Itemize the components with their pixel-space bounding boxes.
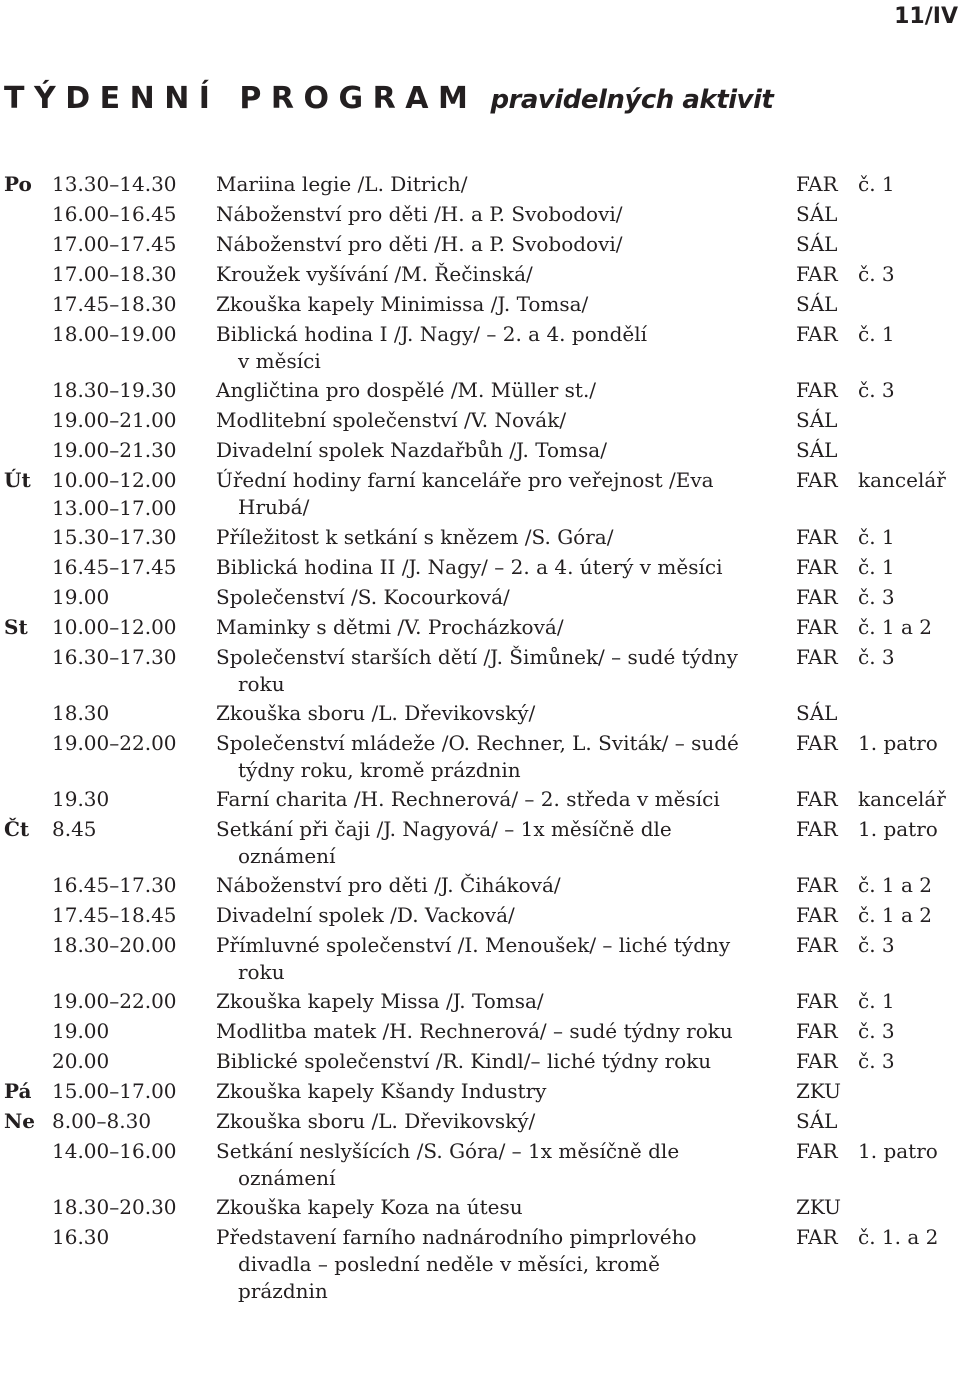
room-cell: kancelář <box>858 787 946 811</box>
activity-line: Mariina legie /L. Ditrich/ <box>216 172 468 196</box>
location-cell: SÁL <box>796 701 838 725</box>
schedule-table <box>0 169 960 1305</box>
schedule-row <box>0 900 960 930</box>
activity-line: Společenství mládeže /O. Rechner, L. Sviták/ – sudé <box>216 731 739 755</box>
activity-line: oznámení <box>238 1166 336 1190</box>
schedule-row <box>0 259 960 289</box>
time-cell: 17.45–18.30 <box>52 292 177 316</box>
room-cell: č. 1 <box>858 989 895 1013</box>
activity-line: v měsíci <box>238 349 321 373</box>
time-cell: 19.00–22.00 <box>52 731 177 755</box>
time-cell: 10.00–12.00 <box>52 615 177 639</box>
activity-cell <box>216 1136 796 1192</box>
activity-cell <box>216 229 796 258</box>
schedule-row <box>0 728 960 784</box>
schedule-row <box>0 870 960 900</box>
location-cell: FAR <box>796 731 838 755</box>
activity-line: oznámení <box>238 844 336 868</box>
schedule-row <box>0 229 960 259</box>
activity-cell <box>216 1222 796 1305</box>
time-cell: 18.30–20.30 <box>52 1195 177 1219</box>
activity-line: Divadelní spolek /D. Vacková/ <box>216 903 515 927</box>
day-cell: Čt <box>4 817 30 841</box>
activity-cell <box>216 870 796 899</box>
schedule-row <box>0 289 960 319</box>
schedule-row <box>0 552 960 582</box>
activity-cell <box>216 1016 796 1045</box>
location-cell: FAR <box>796 468 838 492</box>
activity-line: Náboženství pro děti /J. Čiháková/ <box>216 873 561 897</box>
activity-line: Farní charita /H. Rechnerová/ – 2. středa v měsíci <box>216 787 720 811</box>
page-number: 11/IV <box>894 4 958 29</box>
location-cell: FAR <box>796 555 838 579</box>
time-cell: 19.30 <box>52 787 110 811</box>
time-cell: 19.00–21.00 <box>52 408 177 432</box>
room-cell: 1. patro <box>858 1139 938 1163</box>
room-cell: č. 1 <box>858 555 895 579</box>
schedule-row <box>0 582 960 612</box>
time-cell: 13.30–14.30 <box>52 172 177 196</box>
schedule-row <box>0 986 960 1016</box>
schedule-row <box>0 169 960 199</box>
schedule-row <box>0 465 960 522</box>
time-cell: 17.00–17.45 <box>52 232 177 256</box>
time-cell: 18.30 <box>52 701 110 725</box>
activity-cell <box>216 435 796 464</box>
location-cell: FAR <box>796 1019 838 1043</box>
location-cell: FAR <box>796 1049 838 1073</box>
location-cell: FAR <box>796 262 838 286</box>
location-cell: SÁL <box>796 408 838 432</box>
activity-line: Maminky s dětmi /V. Procházková/ <box>216 615 564 639</box>
activity-line: týdny roku, kromě prázdnin <box>238 758 521 782</box>
activity-cell <box>216 522 796 551</box>
location-cell: FAR <box>796 873 838 897</box>
page-title <box>4 78 773 116</box>
time-cell: 19.00 <box>52 1019 110 1043</box>
activity-cell <box>216 698 796 727</box>
activity-cell <box>216 1046 796 1075</box>
time-cell: 19.00–22.00 <box>52 989 177 1013</box>
schedule-row <box>0 375 960 405</box>
location-cell: FAR <box>796 322 838 346</box>
time-cell: 14.00–16.00 <box>52 1139 177 1163</box>
time-cell: 16.45–17.30 <box>52 873 177 897</box>
schedule-row <box>0 698 960 728</box>
activity-line: Společenství starších dětí /J. Šimůnek/ – sudé týdny <box>216 645 738 669</box>
schedule-row <box>0 784 960 814</box>
location-cell: FAR <box>796 989 838 1013</box>
location-cell: FAR <box>796 378 838 402</box>
room-cell: č. 3 <box>858 585 895 609</box>
activity-line: Hrubá/ <box>238 495 310 519</box>
activity-line: Náboženství pro děti /H. a P. Svobodovi/ <box>216 232 623 256</box>
location-cell: FAR <box>796 525 838 549</box>
schedule-row <box>0 1222 960 1305</box>
activity-line: Kroužek vyšívání /M. Řečinská/ <box>216 262 533 286</box>
activity-line: Biblická hodina I /J. Nagy/ – 2. a 4. pondělí <box>216 322 648 346</box>
day-cell: Pá <box>4 1079 32 1103</box>
activity-cell <box>216 582 796 611</box>
activity-line: divadla – poslední neděle v měsíci, kromě <box>238 1252 660 1276</box>
activity-line: Úřední hodiny farní kanceláře pro veřejnost /Eva <box>216 468 714 492</box>
activity-cell <box>216 1192 796 1221</box>
location-cell: FAR <box>796 585 838 609</box>
activity-line: Zkouška kapely Missa /J. Tomsa/ <box>216 989 544 1013</box>
activity-line: Zkouška kapely Kšandy Industry <box>216 1079 547 1103</box>
activity-line: Představení farního nadnárodního pimprlového <box>216 1225 697 1249</box>
activity-line: roku <box>238 672 285 696</box>
activity-line: Zkouška sboru /L. Dřevikovský/ <box>216 701 536 725</box>
activity-cell <box>216 169 796 198</box>
location-cell: FAR <box>796 1139 838 1163</box>
activity-cell <box>216 900 796 929</box>
room-cell: 1. patro <box>858 817 938 841</box>
schedule-row <box>0 319 960 375</box>
title-main: TÝDENNÍ PROGRAM <box>4 81 478 116</box>
time-cell: 17.45–18.45 <box>52 903 177 927</box>
location-cell: SÁL <box>796 202 838 226</box>
activity-cell <box>216 552 796 581</box>
room-cell: č. 1 <box>858 172 895 196</box>
activity-cell <box>216 642 796 698</box>
room-cell: č. 1 a 2 <box>858 903 933 927</box>
title-subtitle: pravidelných aktivit <box>490 85 774 115</box>
schedule-row <box>0 814 960 870</box>
activity-line: Biblická hodina II /J. Nagy/ – 2. a 4. úterý v měsíci <box>216 555 723 579</box>
day-cell: Ne <box>4 1109 36 1133</box>
room-cell: č. 3 <box>858 933 895 957</box>
activity-cell <box>216 319 796 375</box>
activity-cell <box>216 259 796 288</box>
room-cell: 1. patro <box>858 731 938 755</box>
time-cell: 8.00–8.30 <box>52 1109 152 1133</box>
schedule-row <box>0 1076 960 1106</box>
room-cell: č. 3 <box>858 645 895 669</box>
activity-cell <box>216 199 796 228</box>
room-cell: č. 1 <box>858 525 895 549</box>
activity-line: Modlitba matek /H. Rechnerová/ – sudé týdny roku <box>216 1019 733 1043</box>
room-cell: č. 1 a 2 <box>858 873 933 897</box>
schedule-row <box>0 1136 960 1192</box>
room-cell: č. 1 a 2 <box>858 615 933 639</box>
schedule-row <box>0 199 960 229</box>
day-cell: Út <box>4 468 31 492</box>
activity-cell <box>216 1106 796 1135</box>
activity-line: Setkání neslyšících /S. Góra/ – 1x měsíčně dle <box>216 1139 680 1163</box>
activity-cell <box>216 814 796 870</box>
schedule-row <box>0 930 960 986</box>
time-cell: 18.30–19.30 <box>52 378 177 402</box>
time-cell: 19.00 <box>52 585 110 609</box>
location-cell: ZKU <box>796 1195 841 1219</box>
schedule-row <box>0 405 960 435</box>
time-cell: 15.30–17.30 <box>52 525 177 549</box>
activity-cell <box>216 375 796 404</box>
activity-line: Zkouška kapely Koza na útesu <box>216 1195 523 1219</box>
activity-cell <box>216 1076 796 1105</box>
activity-line: Příležitost k setkání s knězem /S. Góra/ <box>216 525 614 549</box>
time-cell: 16.30–17.30 <box>52 645 177 669</box>
location-cell: SÁL <box>796 1109 838 1133</box>
location-cell: ZKU <box>796 1079 841 1103</box>
schedule-row <box>0 1016 960 1046</box>
activity-cell <box>216 930 796 986</box>
activity-cell <box>216 465 796 521</box>
room-cell: č. 3 <box>858 1019 895 1043</box>
activity-line: Setkání při čaji /J. Nagyová/ – 1x měsíčně dle <box>216 817 672 841</box>
room-cell: č. 3 <box>858 378 895 402</box>
activity-line: Angličtina pro dospělé /M. Müller st./ <box>216 378 597 402</box>
activity-line: Společenství /S. Kocourková/ <box>216 585 510 609</box>
activity-line: Divadelní spolek Nazdařbůh /J. Tomsa/ <box>216 438 607 462</box>
activity-line: Zkouška sboru /L. Dřevikovský/ <box>216 1109 536 1133</box>
room-cell: č. 1 <box>858 322 895 346</box>
location-cell: FAR <box>796 817 838 841</box>
location-cell: FAR <box>796 787 838 811</box>
schedule-row <box>0 1046 960 1076</box>
schedule-row <box>0 642 960 698</box>
time-cell: 8.45 <box>52 817 97 841</box>
time-cell: 15.00–17.00 <box>52 1079 177 1103</box>
activity-cell <box>216 728 796 784</box>
schedule-row <box>0 1106 960 1136</box>
location-cell: FAR <box>796 172 838 196</box>
activity-line: Přímluvné společenství /I. Menoušek/ – liché týdny <box>216 933 731 957</box>
time-cell: 16.00–16.45 <box>52 202 177 226</box>
room-cell: č. 3 <box>858 1049 895 1073</box>
day-cell: Po <box>4 172 32 196</box>
location-cell: FAR <box>796 645 838 669</box>
activity-line: Modlitební společenství /V. Novák/ <box>216 408 567 432</box>
time-cell: 17.00–18.30 <box>52 262 177 286</box>
schedule-row <box>0 435 960 465</box>
activity-cell <box>216 289 796 318</box>
time-cell: 20.00 <box>52 1049 110 1073</box>
activity-line: Náboženství pro děti /H. a P. Svobodovi/ <box>216 202 623 226</box>
time-cell: 10.00–12.00 13.00–17.00 <box>52 468 177 520</box>
time-cell: 18.00–19.00 <box>52 322 177 346</box>
activity-cell <box>216 986 796 1015</box>
time-cell: 16.45–17.45 <box>52 555 177 579</box>
schedule-row <box>0 522 960 552</box>
location-cell: FAR <box>796 933 838 957</box>
activity-line: Zkouška kapely Minimissa /J. Tomsa/ <box>216 292 589 316</box>
activity-line: prázdnin <box>238 1279 328 1303</box>
location-cell: FAR <box>796 615 838 639</box>
schedule-row <box>0 1192 960 1222</box>
activity-line: Biblické společenství /R. Kindl/– liché týdny roku <box>216 1049 712 1073</box>
location-cell: SÁL <box>796 232 838 256</box>
activity-line: roku <box>238 960 285 984</box>
location-cell: FAR <box>796 903 838 927</box>
room-cell: č. 1. a 2 <box>858 1225 939 1249</box>
activity-cell <box>216 405 796 434</box>
location-cell: SÁL <box>796 292 838 316</box>
room-cell: č. 3 <box>858 262 895 286</box>
activity-cell <box>216 784 796 813</box>
schedule-row <box>0 612 960 642</box>
room-cell: kancelář <box>858 468 946 492</box>
time-cell: 16.30 <box>52 1225 110 1249</box>
activity-cell <box>216 612 796 641</box>
time-cell: 18.30–20.00 <box>52 933 177 957</box>
location-cell: SÁL <box>796 438 838 462</box>
location-cell: FAR <box>796 1225 838 1249</box>
day-cell: St <box>4 615 28 639</box>
time-cell: 19.00–21.30 <box>52 438 177 462</box>
